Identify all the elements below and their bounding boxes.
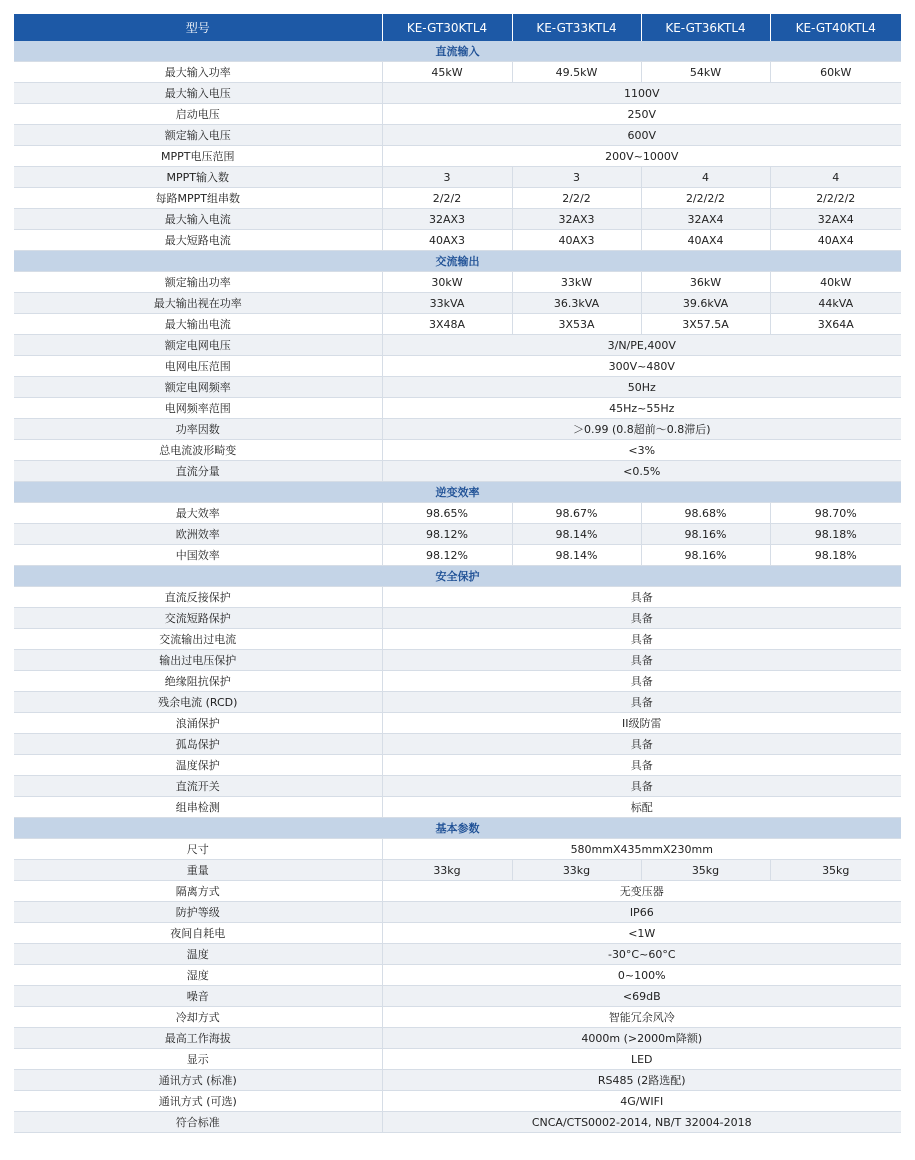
row-label: 最大输出视在功率 bbox=[14, 293, 382, 314]
row-value: 具备 bbox=[382, 671, 901, 692]
row-value: 98.12% bbox=[382, 545, 512, 566]
table-row bbox=[14, 881, 901, 902]
row-label: 欧洲效率 bbox=[14, 524, 382, 545]
table-row bbox=[14, 587, 901, 608]
row-label: 交流输出过电流 bbox=[14, 629, 382, 650]
row-value: 40AX3 bbox=[512, 230, 641, 251]
table-row bbox=[14, 629, 901, 650]
row-value: 200V~1000V bbox=[382, 146, 901, 167]
row-value: 39.6kVA bbox=[641, 293, 770, 314]
row-value: 具备 bbox=[382, 755, 901, 776]
row-value: 36kW bbox=[641, 272, 770, 293]
row-label: 噪音 bbox=[14, 986, 382, 1007]
table-row bbox=[14, 419, 901, 440]
table-row bbox=[14, 398, 901, 419]
table-row bbox=[14, 1028, 901, 1049]
row-label: 额定输出功率 bbox=[14, 272, 382, 293]
row-value: 580mmX435mmX230mm bbox=[382, 839, 901, 860]
row-value: 具备 bbox=[382, 776, 901, 797]
spec-table bbox=[14, 14, 901, 1133]
table-row bbox=[14, 1091, 901, 1112]
row-label: 额定电网频率 bbox=[14, 377, 382, 398]
row-value: 具备 bbox=[382, 734, 901, 755]
row-value: 40AX4 bbox=[770, 230, 901, 251]
row-value: 98.70% bbox=[770, 503, 901, 524]
header-model-2: KE-GT33KTL4 bbox=[512, 14, 641, 41]
header-model-3: KE-GT36KTL4 bbox=[641, 14, 770, 41]
row-label: 夜间自耗电 bbox=[14, 923, 382, 944]
row-value: 300V~480V bbox=[382, 356, 901, 377]
table-body bbox=[14, 41, 901, 1133]
table-row bbox=[14, 902, 901, 923]
row-label: 额定输入电压 bbox=[14, 125, 382, 146]
row-value: 3X64A bbox=[770, 314, 901, 335]
row-value: 54kW bbox=[641, 62, 770, 83]
table-row bbox=[14, 230, 901, 251]
row-value: <1W bbox=[382, 923, 901, 944]
table-row bbox=[14, 272, 901, 293]
row-label: 防护等级 bbox=[14, 902, 382, 923]
section-title: 交流输出 bbox=[14, 251, 901, 272]
row-label: 最大输入电压 bbox=[14, 83, 382, 104]
row-value: 具备 bbox=[382, 692, 901, 713]
section-header bbox=[14, 818, 901, 839]
row-value: II级防雷 bbox=[382, 713, 901, 734]
table-row bbox=[14, 461, 901, 482]
row-value: 1100V bbox=[382, 83, 901, 104]
row-value: 33kg bbox=[382, 860, 512, 881]
row-value: 32AX4 bbox=[641, 209, 770, 230]
row-label: 电网频率范围 bbox=[14, 398, 382, 419]
table-row bbox=[14, 440, 901, 461]
table-row bbox=[14, 1007, 901, 1028]
row-value: 4 bbox=[770, 167, 901, 188]
row-value: 具备 bbox=[382, 587, 901, 608]
row-value: 32AX3 bbox=[382, 209, 512, 230]
row-value: 50Hz bbox=[382, 377, 901, 398]
row-value: 98.14% bbox=[512, 545, 641, 566]
row-label: MPPT输入数 bbox=[14, 167, 382, 188]
section-title: 安全保护 bbox=[14, 566, 901, 587]
row-value: 具备 bbox=[382, 629, 901, 650]
header-model-label: 型号 bbox=[14, 14, 382, 41]
row-value: <3% bbox=[382, 440, 901, 461]
row-label: 最高工作海拔 bbox=[14, 1028, 382, 1049]
row-label: 最大输入电流 bbox=[14, 209, 382, 230]
row-label: 残余电流 (RCD) bbox=[14, 692, 382, 713]
row-value: 36.3kVA bbox=[512, 293, 641, 314]
row-value: LED bbox=[382, 1049, 901, 1070]
table-row bbox=[14, 965, 901, 986]
row-value: -30°C~60°C bbox=[382, 944, 901, 965]
row-label: 绝缘阻抗保护 bbox=[14, 671, 382, 692]
table-row bbox=[14, 692, 901, 713]
row-label: 最大输入功率 bbox=[14, 62, 382, 83]
section-header bbox=[14, 566, 901, 587]
row-value: 3/N/PE,400V bbox=[382, 335, 901, 356]
row-value: 98.16% bbox=[641, 545, 770, 566]
row-value: 98.18% bbox=[770, 545, 901, 566]
row-label: 最大效率 bbox=[14, 503, 382, 524]
row-value: 250V bbox=[382, 104, 901, 125]
row-value: 4 bbox=[641, 167, 770, 188]
row-label: 直流开关 bbox=[14, 776, 382, 797]
table-row bbox=[14, 104, 901, 125]
row-value: 智能冗余风冷 bbox=[382, 1007, 901, 1028]
table-row bbox=[14, 293, 901, 314]
row-value: 3X48A bbox=[382, 314, 512, 335]
row-value: 4000m (>2000m降额) bbox=[382, 1028, 901, 1049]
row-label: 每路MPPT组串数 bbox=[14, 188, 382, 209]
row-value: 2/2/2 bbox=[512, 188, 641, 209]
row-value: 98.67% bbox=[512, 503, 641, 524]
table-row bbox=[14, 713, 901, 734]
header-model-1: KE-GT30KTL4 bbox=[382, 14, 512, 41]
table-row bbox=[14, 797, 901, 818]
row-value: 98.68% bbox=[641, 503, 770, 524]
row-label: 总电流波形畸变 bbox=[14, 440, 382, 461]
table-row bbox=[14, 1070, 901, 1091]
row-value: 35kg bbox=[770, 860, 901, 881]
row-value: 33kg bbox=[512, 860, 641, 881]
table-row bbox=[14, 1112, 901, 1133]
table-row bbox=[14, 734, 901, 755]
row-label: 直流反接保护 bbox=[14, 587, 382, 608]
row-label: 尺寸 bbox=[14, 839, 382, 860]
row-label: 隔离方式 bbox=[14, 881, 382, 902]
section-title: 逆变效率 bbox=[14, 482, 901, 503]
row-label: 显示 bbox=[14, 1049, 382, 1070]
row-value: 45kW bbox=[382, 62, 512, 83]
row-label: 组串检测 bbox=[14, 797, 382, 818]
table-row bbox=[14, 776, 901, 797]
row-value: IP66 bbox=[382, 902, 901, 923]
row-value: 44kVA bbox=[770, 293, 901, 314]
row-value: 具备 bbox=[382, 650, 901, 671]
row-value: RS485 (2路选配) bbox=[382, 1070, 901, 1091]
row-value: 98.16% bbox=[641, 524, 770, 545]
row-value: 600V bbox=[382, 125, 901, 146]
row-value: 2/2/2 bbox=[382, 188, 512, 209]
row-label: 最大输出电流 bbox=[14, 314, 382, 335]
row-value: 98.14% bbox=[512, 524, 641, 545]
section-title: 直流输入 bbox=[14, 41, 901, 62]
row-value: 40kW bbox=[770, 272, 901, 293]
row-value: 4G/WIFI bbox=[382, 1091, 901, 1112]
table-row bbox=[14, 671, 901, 692]
row-label: 额定电网电压 bbox=[14, 335, 382, 356]
table-row bbox=[14, 83, 901, 104]
row-value: 45Hz~55Hz bbox=[382, 398, 901, 419]
row-label: 温度保护 bbox=[14, 755, 382, 776]
row-value: 40AX3 bbox=[382, 230, 512, 251]
row-label: 功率因数 bbox=[14, 419, 382, 440]
row-label: 电网电压范围 bbox=[14, 356, 382, 377]
table-row bbox=[14, 608, 901, 629]
row-value: 32AX3 bbox=[512, 209, 641, 230]
table-row bbox=[14, 125, 901, 146]
row-label: 孤岛保护 bbox=[14, 734, 382, 755]
table-row bbox=[14, 314, 901, 335]
table-row bbox=[14, 503, 901, 524]
section-title: 基本参数 bbox=[14, 818, 901, 839]
table-row bbox=[14, 944, 901, 965]
table-row bbox=[14, 377, 901, 398]
table-row bbox=[14, 146, 901, 167]
table-header bbox=[14, 14, 901, 41]
row-value: 33kW bbox=[512, 272, 641, 293]
table-row bbox=[14, 167, 901, 188]
row-value: 3 bbox=[382, 167, 512, 188]
section-header bbox=[14, 41, 901, 62]
row-value: 30kW bbox=[382, 272, 512, 293]
row-value: 无变压器 bbox=[382, 881, 901, 902]
header-row bbox=[14, 14, 901, 41]
row-value: <0.5% bbox=[382, 461, 901, 482]
table-row bbox=[14, 923, 901, 944]
row-label: 浪涌保护 bbox=[14, 713, 382, 734]
row-value: 32AX4 bbox=[770, 209, 901, 230]
table-row bbox=[14, 545, 901, 566]
row-value: 0~100% bbox=[382, 965, 901, 986]
row-value: 98.18% bbox=[770, 524, 901, 545]
row-label: 湿度 bbox=[14, 965, 382, 986]
row-value: 98.65% bbox=[382, 503, 512, 524]
row-label: 通讯方式 (可选) bbox=[14, 1091, 382, 1112]
row-label: 重量 bbox=[14, 860, 382, 881]
table-row bbox=[14, 335, 901, 356]
row-label: 通讯方式 (标准) bbox=[14, 1070, 382, 1091]
row-value: CNCA/CTS0002-2014, NB/T 32004-2018 bbox=[382, 1112, 901, 1133]
row-label: 最大短路电流 bbox=[14, 230, 382, 251]
row-value: 3 bbox=[512, 167, 641, 188]
table-row bbox=[14, 62, 901, 83]
row-label: 温度 bbox=[14, 944, 382, 965]
row-value: 40AX4 bbox=[641, 230, 770, 251]
row-label: 符合标准 bbox=[14, 1112, 382, 1133]
row-value: 33kVA bbox=[382, 293, 512, 314]
section-header bbox=[14, 251, 901, 272]
row-value: 49.5kW bbox=[512, 62, 641, 83]
row-value: 35kg bbox=[641, 860, 770, 881]
table-row bbox=[14, 860, 901, 881]
section-header bbox=[14, 482, 901, 503]
row-value: <69dB bbox=[382, 986, 901, 1007]
row-value: 标配 bbox=[382, 797, 901, 818]
row-value: 2/2/2/2 bbox=[641, 188, 770, 209]
row-value: 3X57.5A bbox=[641, 314, 770, 335]
table-row bbox=[14, 356, 901, 377]
table-row bbox=[14, 755, 901, 776]
row-value: 3X53A bbox=[512, 314, 641, 335]
row-value: 具备 bbox=[382, 608, 901, 629]
table-row bbox=[14, 209, 901, 230]
table-row bbox=[14, 524, 901, 545]
row-label: 启动电压 bbox=[14, 104, 382, 125]
row-label: 中国效率 bbox=[14, 545, 382, 566]
row-label: MPPT电压范围 bbox=[14, 146, 382, 167]
row-value: ＞0.99 (0.8超前～0.8滞后) bbox=[382, 419, 901, 440]
header-model-4: KE-GT40KTL4 bbox=[770, 14, 901, 41]
row-label: 输出过电压保护 bbox=[14, 650, 382, 671]
table-row bbox=[14, 839, 901, 860]
row-value: 98.12% bbox=[382, 524, 512, 545]
row-label: 交流短路保护 bbox=[14, 608, 382, 629]
row-value: 2/2/2/2 bbox=[770, 188, 901, 209]
row-value: 60kW bbox=[770, 62, 901, 83]
table-row bbox=[14, 650, 901, 671]
row-label: 直流分量 bbox=[14, 461, 382, 482]
row-label: 冷却方式 bbox=[14, 1007, 382, 1028]
table-row bbox=[14, 986, 901, 1007]
table-row bbox=[14, 1049, 901, 1070]
table-row bbox=[14, 188, 901, 209]
